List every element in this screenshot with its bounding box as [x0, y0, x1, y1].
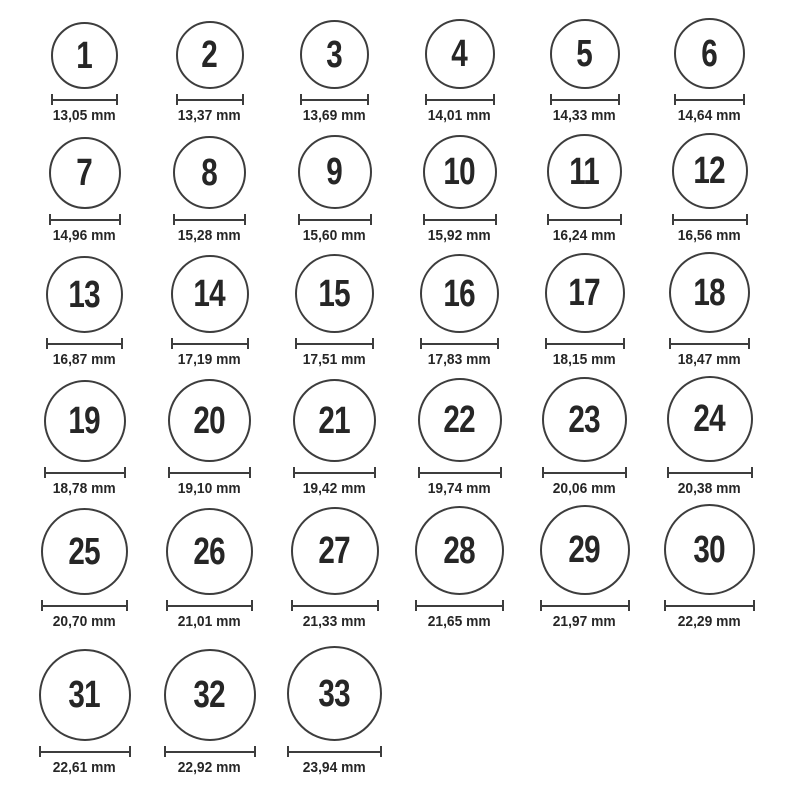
- ring-size-item: [147, 634, 272, 780]
- ring-size-item: [522, 248, 647, 372]
- diameter-measure-line: [166, 600, 253, 611]
- ring-size-number: 33: [318, 672, 351, 715]
- diameter-label: 13,05 mm: [53, 107, 116, 124]
- ring-size-number: 14: [193, 273, 226, 315]
- ring-circle: [49, 137, 121, 209]
- ring-size-number: 31: [68, 674, 101, 716]
- ring-circle: [672, 133, 748, 209]
- ring-size-number: 15: [318, 272, 351, 315]
- ring-size-number: 6: [701, 32, 718, 75]
- ring-size-number: 4: [451, 33, 468, 75]
- ring-size-number: 25: [68, 530, 101, 573]
- diameter-measure-line: [49, 214, 121, 225]
- diameter-measure-line: [540, 600, 630, 611]
- ring-size-number: 19: [68, 400, 101, 442]
- diameter-measure-line: [674, 94, 745, 105]
- ring-size-item: [522, 0, 647, 128]
- diameter-label: 22,61 mm: [53, 759, 116, 776]
- ring-size-number: 11: [569, 150, 600, 193]
- diameter-measure-line: [287, 746, 382, 757]
- ring-size-item: [647, 248, 772, 372]
- ring-size-number: 3: [326, 33, 343, 76]
- ring-size-item: [147, 501, 272, 634]
- diameter-measure-line: [550, 94, 620, 105]
- ring-circle: [173, 136, 246, 209]
- diameter-label: 22,29 mm: [678, 613, 741, 630]
- ring-size-item: [397, 372, 522, 501]
- ring-circle: [298, 135, 372, 209]
- diameter-measure-line: [41, 600, 128, 611]
- ring-size-item: [647, 501, 772, 634]
- ring-circle: [164, 649, 256, 741]
- ring-size-number: 28: [443, 529, 476, 572]
- ring-size-number: 29: [568, 529, 601, 571]
- ring-size-number: 16: [443, 272, 476, 315]
- diameter-measure-line: [664, 600, 755, 611]
- diameter-measure-line: [295, 338, 374, 349]
- ring-size-number: 8: [201, 151, 218, 194]
- diameter-label: 19,10 mm: [178, 480, 241, 497]
- ring-size-item: [397, 0, 522, 128]
- ring-size-number: 9: [326, 151, 343, 193]
- ring-size-item: [522, 128, 647, 248]
- diameter-label: 21,01 mm: [178, 613, 241, 630]
- diameter-label: 14,96 mm: [53, 227, 116, 244]
- ring-size-number: 2: [201, 34, 218, 76]
- diameter-label: 17,83 mm: [428, 351, 491, 368]
- diameter-measure-line: [46, 338, 123, 349]
- diameter-measure-line: [423, 214, 497, 225]
- ring-size-number: 1: [76, 34, 93, 77]
- diameter-label: 13,69 mm: [303, 107, 366, 124]
- diameter-measure-line: [542, 467, 627, 478]
- diameter-label: 20,70 mm: [53, 613, 116, 630]
- ring-circle: [291, 507, 379, 595]
- diameter-measure-line: [547, 214, 622, 225]
- ring-circle: [293, 379, 376, 462]
- diameter-label: 21,65 mm: [428, 613, 491, 630]
- diameter-measure-line: [425, 94, 495, 105]
- diameter-label: 14,33 mm: [553, 107, 616, 124]
- ring-size-item: [647, 128, 772, 248]
- ring-circle: [415, 506, 504, 595]
- ring-circle: [664, 504, 755, 595]
- ring-size-number: 10: [443, 151, 476, 193]
- ring-size-number: 18: [693, 271, 726, 314]
- diameter-measure-line: [415, 600, 504, 611]
- ring-size-item: [22, 372, 147, 501]
- ring-size-item: [272, 634, 397, 780]
- ring-size-item: [522, 372, 647, 501]
- diameter-measure-line: [176, 94, 244, 105]
- diameter-label: 14,01 mm: [428, 107, 491, 124]
- diameter-label: 17,51 mm: [303, 351, 366, 368]
- ring-circle: [418, 378, 502, 462]
- ring-circle: [295, 254, 374, 333]
- ring-size-number: 26: [193, 530, 226, 573]
- diameter-measure-line: [300, 94, 369, 105]
- ring-circle: [287, 646, 382, 741]
- ring-size-number: 32: [193, 674, 226, 716]
- ring-size-item: [397, 128, 522, 248]
- diameter-label: 19,74 mm: [428, 480, 491, 497]
- diameter-measure-line: [667, 467, 753, 478]
- diameter-label: 19,42 mm: [303, 480, 366, 497]
- ring-circle: [550, 19, 620, 89]
- diameter-measure-line: [669, 338, 750, 349]
- diameter-label: 15,60 mm: [303, 227, 366, 244]
- ring-size-item: [647, 372, 772, 501]
- diameter-measure-line: [672, 214, 748, 225]
- ring-circle: [547, 134, 622, 209]
- ring-size-number: 21: [318, 399, 351, 442]
- ring-size-item: [22, 248, 147, 372]
- ring-circle: [171, 255, 249, 333]
- diameter-label: 21,97 mm: [553, 613, 616, 630]
- diameter-measure-line: [298, 214, 372, 225]
- ring-circle: [166, 508, 253, 595]
- ring-size-item: [22, 0, 147, 128]
- ring-size-item: [397, 501, 522, 634]
- diameter-measure-line: [418, 467, 502, 478]
- ring-circle: [420, 254, 499, 333]
- ring-size-item: [272, 128, 397, 248]
- ring-size-item: [147, 0, 272, 128]
- diameter-label: 16,87 mm: [53, 351, 116, 368]
- ring-size-number: 5: [576, 33, 593, 75]
- ring-size-number: 7: [76, 152, 93, 194]
- ring-circle: [176, 21, 244, 89]
- ring-circle: [168, 379, 251, 462]
- diameter-label: 15,28 mm: [178, 227, 241, 244]
- ring-size-number: 13: [68, 273, 101, 316]
- ring-circle: [51, 22, 118, 89]
- diameter-measure-line: [173, 214, 246, 225]
- diameter-label: 21,33 mm: [303, 613, 366, 630]
- ring-size-item: [272, 372, 397, 501]
- ring-circle: [44, 380, 126, 462]
- ring-circle: [542, 377, 627, 462]
- diameter-label: 13,37 mm: [178, 107, 241, 124]
- ring-circle: [46, 256, 123, 333]
- ring-size-number: 20: [193, 399, 226, 442]
- ring-size-item: [272, 248, 397, 372]
- ring-circle: [300, 20, 369, 89]
- ring-size-item: [22, 128, 147, 248]
- ring-circle: [540, 505, 630, 595]
- ring-size-number: 17: [568, 272, 601, 314]
- diameter-label: 18,78 mm: [53, 480, 116, 497]
- diameter-measure-line: [293, 467, 376, 478]
- diameter-measure-line: [51, 94, 118, 105]
- ring-size-item: [147, 248, 272, 372]
- diameter-label: 16,24 mm: [553, 227, 616, 244]
- diameter-label: 23,94 mm: [303, 759, 366, 776]
- diameter-label: 17,19 mm: [178, 351, 241, 368]
- ring-size-item: [522, 501, 647, 634]
- ring-size-number: 22: [443, 399, 476, 441]
- diameter-label: 18,15 mm: [553, 351, 616, 368]
- ring-size-number: 23: [568, 398, 601, 441]
- diameter-label: 20,38 mm: [678, 480, 741, 497]
- ring-size-number: 12: [693, 150, 726, 192]
- ring-circle: [545, 253, 625, 333]
- diameter-label: 16,56 mm: [678, 227, 741, 244]
- diameter-measure-line: [545, 338, 625, 349]
- ring-size-item: [22, 634, 147, 780]
- ring-size-number: 24: [693, 398, 726, 440]
- ring-circle: [669, 252, 750, 333]
- ring-size-item: [647, 0, 772, 128]
- ring-size-number: 30: [693, 528, 726, 571]
- ring-circle: [41, 508, 128, 595]
- ring-size-item: [397, 248, 522, 372]
- ring-size-item: [272, 501, 397, 634]
- ring-circle: [425, 19, 495, 89]
- diameter-label: 14,64 mm: [678, 107, 741, 124]
- diameter-label: 22,92 mm: [178, 759, 241, 776]
- diameter-measure-line: [168, 467, 251, 478]
- diameter-label: 18,47 mm: [678, 351, 741, 368]
- diameter-measure-line: [39, 746, 131, 757]
- diameter-measure-line: [420, 338, 499, 349]
- ring-size-item: [147, 372, 272, 501]
- ring-circle: [39, 649, 131, 741]
- diameter-measure-line: [164, 746, 256, 757]
- diameter-measure-line: [291, 600, 379, 611]
- diameter-measure-line: [44, 467, 126, 478]
- ring-size-item: [147, 128, 272, 248]
- ring-circle: [667, 376, 753, 462]
- ring-circle: [423, 135, 497, 209]
- ring-size-number: 27: [318, 530, 351, 572]
- ring-size-item: [272, 0, 397, 128]
- diameter-label: 15,92 mm: [428, 227, 491, 244]
- diameter-label: 20,06 mm: [553, 480, 616, 497]
- ring-circle: [674, 18, 745, 89]
- ring-size-item: [22, 501, 147, 634]
- diameter-measure-line: [171, 338, 249, 349]
